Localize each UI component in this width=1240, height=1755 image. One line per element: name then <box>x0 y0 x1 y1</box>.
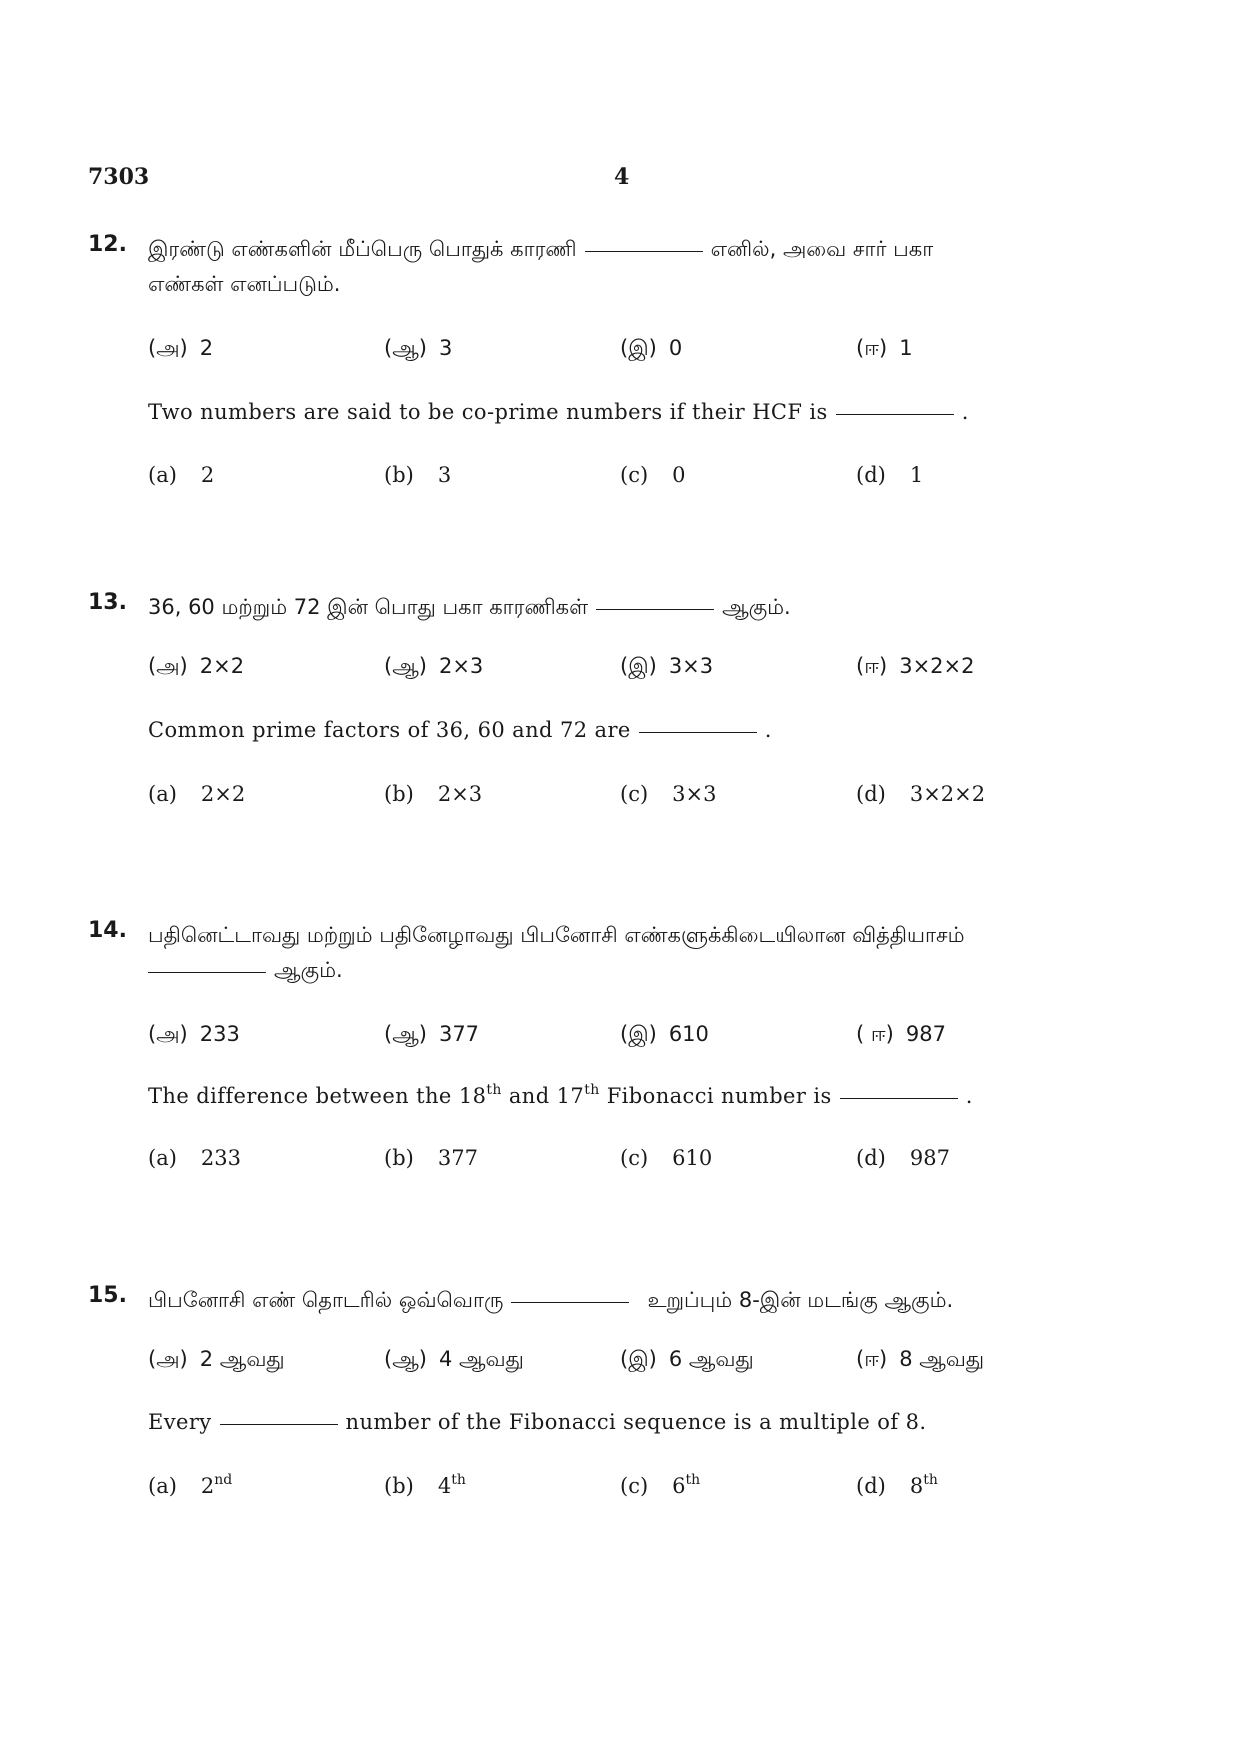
question-number: 14. <box>88 918 127 943</box>
answer-blank <box>511 1301 629 1303</box>
question-english-text: Two numbers are said to be co-prime numbers if their HCF is . <box>148 400 969 424</box>
option-c[interactable]: (c) 0 <box>620 463 686 487</box>
option-d[interactable]: (d) 987 <box>856 1146 950 1170</box>
option-b-tamil[interactable]: (ஆ) 4 ஆவது <box>384 1347 524 1371</box>
question-english-text: Common prime factors of 36, 60 and 72 are . <box>148 718 772 742</box>
option-b-tamil[interactable]: (ஆ) 2×3 <box>384 654 484 678</box>
question-15 <box>88 1283 1158 1498</box>
answer-blank <box>836 413 954 415</box>
option-a[interactable]: (a) 2 <box>148 463 215 487</box>
option-d-tamil[interactable]: (ஈ) 8 ஆவது <box>856 1347 985 1371</box>
option-c[interactable]: (c) 610 <box>620 1146 713 1170</box>
option-a[interactable]: (a) 2×2 <box>148 782 246 806</box>
question-13 <box>88 590 1158 806</box>
option-d-tamil[interactable]: (ஈ) 1 <box>856 336 913 360</box>
option-d[interactable]: (d) 8th <box>856 1472 938 1498</box>
tamil-options <box>148 1022 1148 1052</box>
option-b-tamil[interactable]: (ஆ) 3 <box>384 336 453 360</box>
option-b[interactable]: (b) 3 <box>384 463 452 487</box>
option-d[interactable]: (d) 3×2×2 <box>856 782 986 806</box>
question-number: 13. <box>88 590 127 615</box>
option-c-tamil[interactable]: (இ) 3×3 <box>620 654 714 678</box>
option-a-tamil[interactable]: (அ) 2 <box>148 336 214 360</box>
option-b[interactable]: (b) 377 <box>384 1146 478 1170</box>
option-b[interactable]: (b) 2×3 <box>384 782 483 806</box>
option-a[interactable]: (a) 2nd <box>148 1472 233 1498</box>
option-a-tamil[interactable]: (அ) 2×2 <box>148 654 245 678</box>
option-b-tamil[interactable]: (ஆ) 377 <box>384 1022 480 1046</box>
question-english-text: Every number of the Fibonacci sequence is a multiple of 8. <box>148 1410 927 1434</box>
answer-blank <box>639 731 757 733</box>
question-12 <box>88 232 1158 487</box>
english-options <box>148 782 1148 812</box>
option-d-tamil[interactable]: (ஈ) 3×2×2 <box>856 654 975 678</box>
tamil-options <box>148 654 1148 684</box>
question-number: 12. <box>88 232 127 257</box>
question-tamil-text: பிபனோசி எண் தொடரில் ஒவ்வொரு உறுப்பும் 8-இன் மடங்கு ஆகும். <box>148 1288 954 1312</box>
answer-blank <box>148 971 266 973</box>
answer-blank <box>585 250 703 252</box>
answer-blank <box>840 1097 958 1099</box>
option-d[interactable]: (d) 1 <box>856 463 924 487</box>
tamil-options <box>148 1347 1148 1377</box>
option-a[interactable]: (a) 233 <box>148 1146 241 1170</box>
question-tamil-text: இரண்டு எண்களின் மீப்பெரு பொதுக் காரணி எனில், அவை சார் பகா எண்கள் எனப்படும். <box>148 237 934 296</box>
tamil-options <box>148 336 1148 366</box>
option-c-tamil[interactable]: (இ) 6 ஆவது <box>620 1347 754 1371</box>
paper-code: 7303 <box>88 164 150 190</box>
option-a-tamil[interactable]: (அ) 233 <box>148 1022 240 1046</box>
answer-blank <box>220 1423 338 1425</box>
english-options <box>148 1146 1148 1176</box>
option-c[interactable]: (c) 3×3 <box>620 782 717 806</box>
option-b[interactable]: (b) 4th <box>384 1472 466 1498</box>
option-c-tamil[interactable]: (இ) 0 <box>620 336 683 360</box>
option-a-tamil[interactable]: (அ) 2 ஆவது <box>148 1347 285 1371</box>
question-number: 15. <box>88 1283 127 1308</box>
english-options <box>148 463 1148 493</box>
question-tamil-text: பதினெட்டாவது மற்றும் பதினேழாவது பிபனோசி எண்களுக்கிடையிலான வித்தியாசம் ஆகும். <box>148 923 965 982</box>
answer-blank <box>596 608 714 610</box>
english-options <box>148 1474 1148 1504</box>
option-c[interactable]: (c) 6th <box>620 1472 701 1498</box>
question-english-text: The difference between the 18th and 17th Fibonacci number is . <box>148 1082 973 1108</box>
page-number: 4 <box>614 164 630 190</box>
question-tamil-text: 36, 60 மற்றும் 72 இன் பொது பகா காரணிகள் ஆகும். <box>148 595 791 619</box>
option-d-tamil[interactable]: ( ஈ) 987 <box>856 1022 946 1046</box>
option-c-tamil[interactable]: (இ) 610 <box>620 1022 709 1046</box>
question-14 <box>88 918 1158 1170</box>
